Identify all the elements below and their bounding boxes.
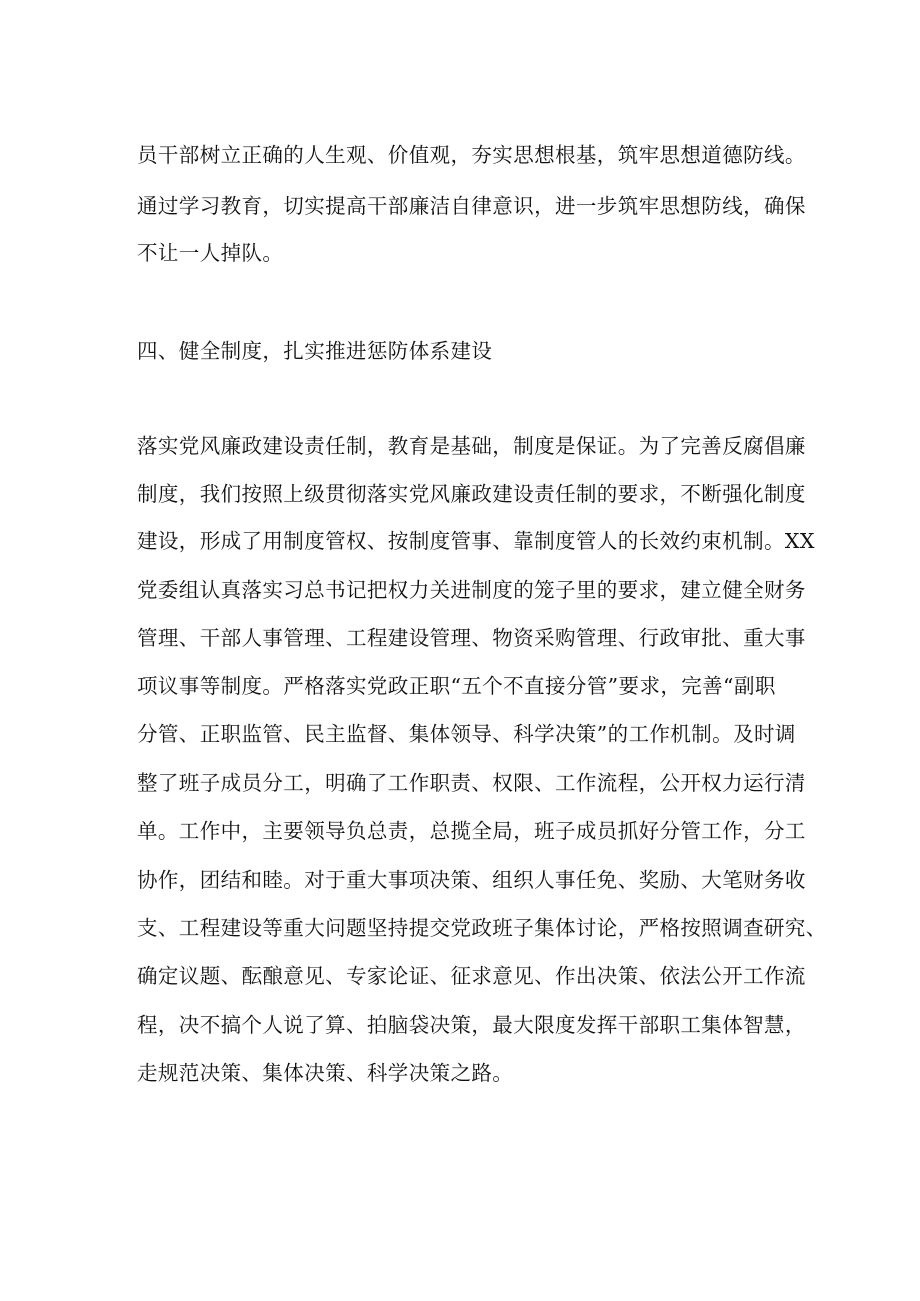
- body-line: 项议事等制度。严格落实党政正职“五个不直接分管”要求，完善“副职: [137, 674, 776, 698]
- body-line: 整了班子成员分工，明确了工作职责、权限、工作流程，公开权力运行清: [137, 771, 806, 795]
- intro-line: 不让一人掉队。: [137, 241, 284, 265]
- body-line: 建设，形成了用制度管权、按制度管事、靠制度管人的长效约束机制。XX: [137, 529, 815, 553]
- body-line: 协作，团结和睦。对于重大事项决策、组织人事任免、奖励、大笔财务收: [137, 868, 806, 892]
- intro-line: 员干部树立正确的人生观、价值观，夯实思想根基，筑牢思想道德防线。: [137, 143, 806, 167]
- intro-line: 通过学习教育，切实提高干部廉洁自律意识，进一步筑牢思想防线，确保: [137, 194, 806, 218]
- section-heading: 四、健全制度，扎实推进惩防体系建设: [137, 339, 493, 363]
- body-line: 制度，我们按照上级贯彻落实党风廉政建设责任制的要求，不断强化制度: [137, 482, 806, 506]
- body-line: 分管、正职监管、民主监督、集体领导、科学决策”的工作机制。及时调: [137, 722, 796, 746]
- body-line: 确定议题、酝酿意见、专家论证、征求意见、作出决策、依法公开工作流: [137, 964, 806, 988]
- body-line: 支、工程建设等重大问题坚持提交党政班子集体讨论，严格按照调查研究、: [137, 916, 827, 940]
- body-line: 党委组认真落实习总书记把权力关进制度的笼子里的要求，建立健全财务: [137, 578, 806, 602]
- body-line: 程，决不搞个人说了算、拍脑袋决策，最大限度发挥干部职工集体智慧，: [137, 1013, 806, 1037]
- body-line: 落实党风廉政建设责任制，教育是基础，制度是保证。为了完善反腐倡廉: [137, 434, 806, 458]
- body-line: 管理、干部人事管理、工程建设管理、物资采购管理、行政审批、重大事: [137, 626, 806, 650]
- body-line: 单。工作中，主要领导负总责，总揽全局，班子成员抓好分管工作，分工: [137, 819, 806, 843]
- body-line: 走规范决策、集体决策、科学决策之路。: [137, 1061, 514, 1085]
